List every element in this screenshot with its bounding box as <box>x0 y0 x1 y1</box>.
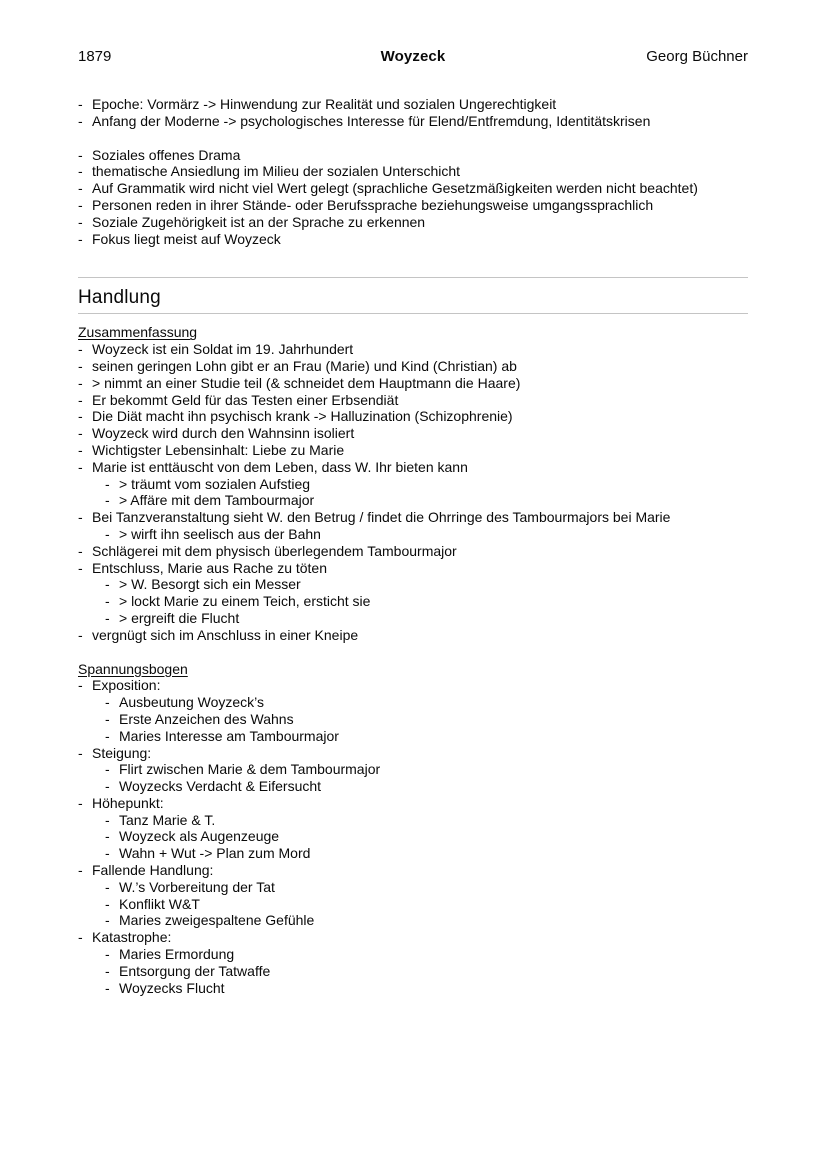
header-author: Georg Büchner <box>646 48 748 65</box>
list-item <box>78 728 715 745</box>
list-item-text: Woyzeck als Augenzeuge <box>119 828 280 845</box>
dash-bullet: - <box>105 895 110 912</box>
dash-bullet: - <box>78 341 83 358</box>
subsection-zusammenfassung <box>78 324 748 643</box>
dash-bullet: - <box>78 408 83 425</box>
spannungsbogen-list <box>78 677 715 996</box>
list-item <box>78 896 715 913</box>
list-item <box>78 526 715 543</box>
list-item <box>78 459 715 476</box>
list-item <box>78 492 715 509</box>
dash-bullet: - <box>105 609 110 626</box>
list-item <box>78 231 715 248</box>
dash-bullet: - <box>105 845 110 862</box>
epoche-list <box>78 96 715 130</box>
list-item-text: Auf Grammatik wird nicht viel Wert gelegt (sprachliche Gesetzmäßigkeiten werden nicht beachtet) <box>92 180 698 197</box>
list-item <box>78 442 715 459</box>
document-header <box>78 48 748 66</box>
dash-bullet: - <box>78 626 83 643</box>
dash-bullet: - <box>105 778 110 795</box>
list-item-text: Anfang der Moderne -> psychologisches Interesse für Elend/Entfremdung, Identitätskrisen <box>92 112 651 129</box>
list-item <box>78 745 715 762</box>
dash-bullet: - <box>78 196 83 213</box>
dash-bullet: - <box>78 458 83 475</box>
list-item-text: > ergreift die Flucht <box>119 609 240 626</box>
list-item <box>78 912 715 929</box>
list-item-text: > Affäre mit dem Tambourmajor <box>119 492 315 509</box>
list-item <box>78 392 715 409</box>
list-item-text: > W. Besorgt sich ein Messer <box>119 576 301 593</box>
list-item <box>78 610 715 627</box>
list-item <box>78 341 715 358</box>
dash-bullet: - <box>78 744 83 761</box>
list-item-text: > träumt vom sozialen Aufstieg <box>119 475 311 492</box>
list-item <box>78 627 715 644</box>
list-item <box>78 375 715 392</box>
list-item <box>78 214 715 231</box>
list-item <box>78 543 715 560</box>
list-item <box>78 408 715 425</box>
header-year: 1879 <box>78 48 112 65</box>
dash-bullet: - <box>78 374 83 391</box>
dash-bullet: - <box>105 828 110 845</box>
list-item <box>78 929 715 946</box>
dash-bullet: - <box>105 962 110 979</box>
drama-features-list <box>78 147 715 248</box>
list-item <box>78 560 715 577</box>
dash-bullet: - <box>78 180 83 197</box>
subsection-spannungsbogen <box>78 661 748 997</box>
list-item-text: > wirft ihn seelisch aus der Bahn <box>119 525 321 542</box>
list-item-text: Soziale Zugehörigkeit ist an der Sprache zu erkennen <box>92 213 426 230</box>
dash-bullet: - <box>105 761 110 778</box>
list-item <box>78 879 715 896</box>
list-item <box>78 476 715 493</box>
dash-bullet: - <box>78 441 83 458</box>
list-item-text: Er bekommt Geld für das Testen einer Erbsendiät <box>92 391 399 408</box>
list-item-text: Bei Tanzveranstaltung sieht W. den Betrug / findet die Ohrringe des Tambourmajors bei Marie <box>92 509 671 526</box>
list-item-text: Flirt zwischen Marie & dem Tambourmajor <box>119 761 381 778</box>
list-item <box>78 963 715 980</box>
dash-bullet: - <box>105 525 110 542</box>
dash-bullet: - <box>105 979 110 996</box>
dash-bullet: - <box>105 912 110 929</box>
list-item <box>78 96 715 113</box>
zusammenfassung-list <box>78 341 715 643</box>
list-item <box>78 197 715 214</box>
list-item-text: Maries Interesse am Tambourmajor <box>119 727 339 744</box>
dash-bullet: - <box>105 576 110 593</box>
dash-bullet: - <box>105 946 110 963</box>
list-item-text: Exposition: <box>92 677 161 694</box>
dash-bullet: - <box>78 230 83 247</box>
list-item-text: Schlägerei mit dem physisch überlegendem Tambourmajor <box>92 542 457 559</box>
list-item-text: Erste Anzeichen des Wahns <box>119 710 294 727</box>
list-item-text: Maries zweigespaltene Gefühle <box>119 912 315 929</box>
list-item-text: thematische Ansiedlung im Milieu der sozialen Unterschicht <box>92 163 461 180</box>
dash-bullet: - <box>78 559 83 576</box>
dash-bullet: - <box>78 163 83 180</box>
list-item-text: Wahn + Wut -> Plan zum Mord <box>119 845 311 862</box>
intro-section <box>78 96 748 247</box>
list-item <box>78 576 715 593</box>
list-item-text: Entsorgung der Tatwaffe <box>119 962 271 979</box>
dash-bullet: - <box>78 213 83 230</box>
document-title: Woyzeck <box>380 48 446 65</box>
list-item <box>78 778 715 795</box>
dash-bullet: - <box>78 425 83 442</box>
subsection-title-spannungsbogen: Spannungsbogen <box>78 660 188 677</box>
list-item-text: Woyzecks Verdacht & Eifersucht <box>119 778 322 795</box>
list-item <box>78 163 715 180</box>
list-item-text: seinen geringen Lohn gibt er an Frau (Marie) und Kind (Christian) ab <box>92 357 517 374</box>
list-item <box>78 509 715 526</box>
list-item-text: Konflikt W&T <box>119 895 200 912</box>
dash-bullet: - <box>105 878 110 895</box>
dash-bullet: - <box>78 391 83 408</box>
list-item <box>78 113 715 130</box>
list-item <box>78 147 715 164</box>
list-item <box>78 845 715 862</box>
list-item-text: Epoche: Vormärz -> Hinwendung zur Realität und sozialen Ungerechtigkeit <box>92 96 557 112</box>
dash-bullet: - <box>78 542 83 559</box>
dash-bullet: - <box>105 811 110 828</box>
list-item-text: Woyzeck wird durch den Wahnsinn isoliert <box>92 425 355 442</box>
dash-bullet: - <box>105 694 110 711</box>
list-item-text: > nimmt an einer Studie teil (& schneidet dem Hauptmann die Haare) <box>92 374 521 391</box>
list-item <box>78 795 715 812</box>
list-item <box>78 711 715 728</box>
list-item-text: W.’s Vorbereitung der Tat <box>119 878 275 895</box>
dash-bullet: - <box>78 862 83 879</box>
list-item <box>78 761 715 778</box>
list-item-text: Höhepunkt: <box>92 794 164 811</box>
dash-bullet: - <box>78 112 83 129</box>
list-item <box>78 694 715 711</box>
list-item-text: Entschluss, Marie aus Rache zu töten <box>92 559 328 576</box>
dash-bullet: - <box>105 593 110 610</box>
list-item <box>78 677 715 694</box>
list-item-text: > lockt Marie zu einem Teich, ersticht sie <box>119 593 371 610</box>
list-item <box>78 828 715 845</box>
dash-bullet: - <box>105 475 110 492</box>
dash-bullet: - <box>78 677 83 694</box>
dash-bullet: - <box>105 727 110 744</box>
list-item-text: Katastrophe: <box>92 929 172 946</box>
list-item-text: Woyzecks Flucht <box>119 979 225 996</box>
list-item <box>78 358 715 375</box>
list-item-text: Die Diät macht ihn psychisch krank -> Halluzination (Schizophrenie) <box>92 408 513 425</box>
list-item <box>78 593 715 610</box>
dash-bullet: - <box>78 794 83 811</box>
section-title-handlung: Handlung <box>78 286 748 314</box>
list-item-text: Wichtigster Lebensinhalt: Liebe zu Marie <box>92 441 345 458</box>
list-item <box>78 425 715 442</box>
dash-bullet: - <box>78 357 83 374</box>
dash-bullet: - <box>78 146 83 163</box>
list-item <box>78 980 715 997</box>
dash-bullet: - <box>105 492 110 509</box>
dash-bullet: - <box>78 96 83 112</box>
section-divider <box>78 277 748 278</box>
list-item-text: Personen reden in ihrer Stände- oder Berufssprache beziehungsweise umgangssprachlich <box>92 196 654 213</box>
list-item <box>78 180 715 197</box>
dash-bullet: - <box>78 929 83 946</box>
list-item <box>78 862 715 879</box>
list-item-text: Tanz Marie & T. <box>119 811 216 828</box>
list-item-text: Marie ist enttäuscht von dem Leben, dass W. Ihr bieten kann <box>92 458 468 475</box>
list-item-text: Maries Ermordung <box>119 946 235 963</box>
list-item <box>78 946 715 963</box>
list-item-text: Fokus liegt meist auf Woyzeck <box>92 230 281 247</box>
list-item-text: vergnügt sich im Anschluss in einer Kneipe <box>92 626 359 643</box>
list-item-text: Woyzeck ist ein Soldat im 19. Jahrhundert <box>92 341 354 358</box>
dash-bullet: - <box>105 710 110 727</box>
list-item <box>78 812 715 829</box>
dash-bullet: - <box>78 509 83 526</box>
list-item-text: Fallende Handlung: <box>92 862 214 879</box>
subsection-title-zusammenfassung: Zusammenfassung <box>78 324 198 341</box>
list-item-text: Soziales offenes Drama <box>92 146 241 163</box>
list-item-text: Ausbeutung Woyzeck’s <box>119 694 265 711</box>
list-item-text: Steigung: <box>92 744 152 761</box>
